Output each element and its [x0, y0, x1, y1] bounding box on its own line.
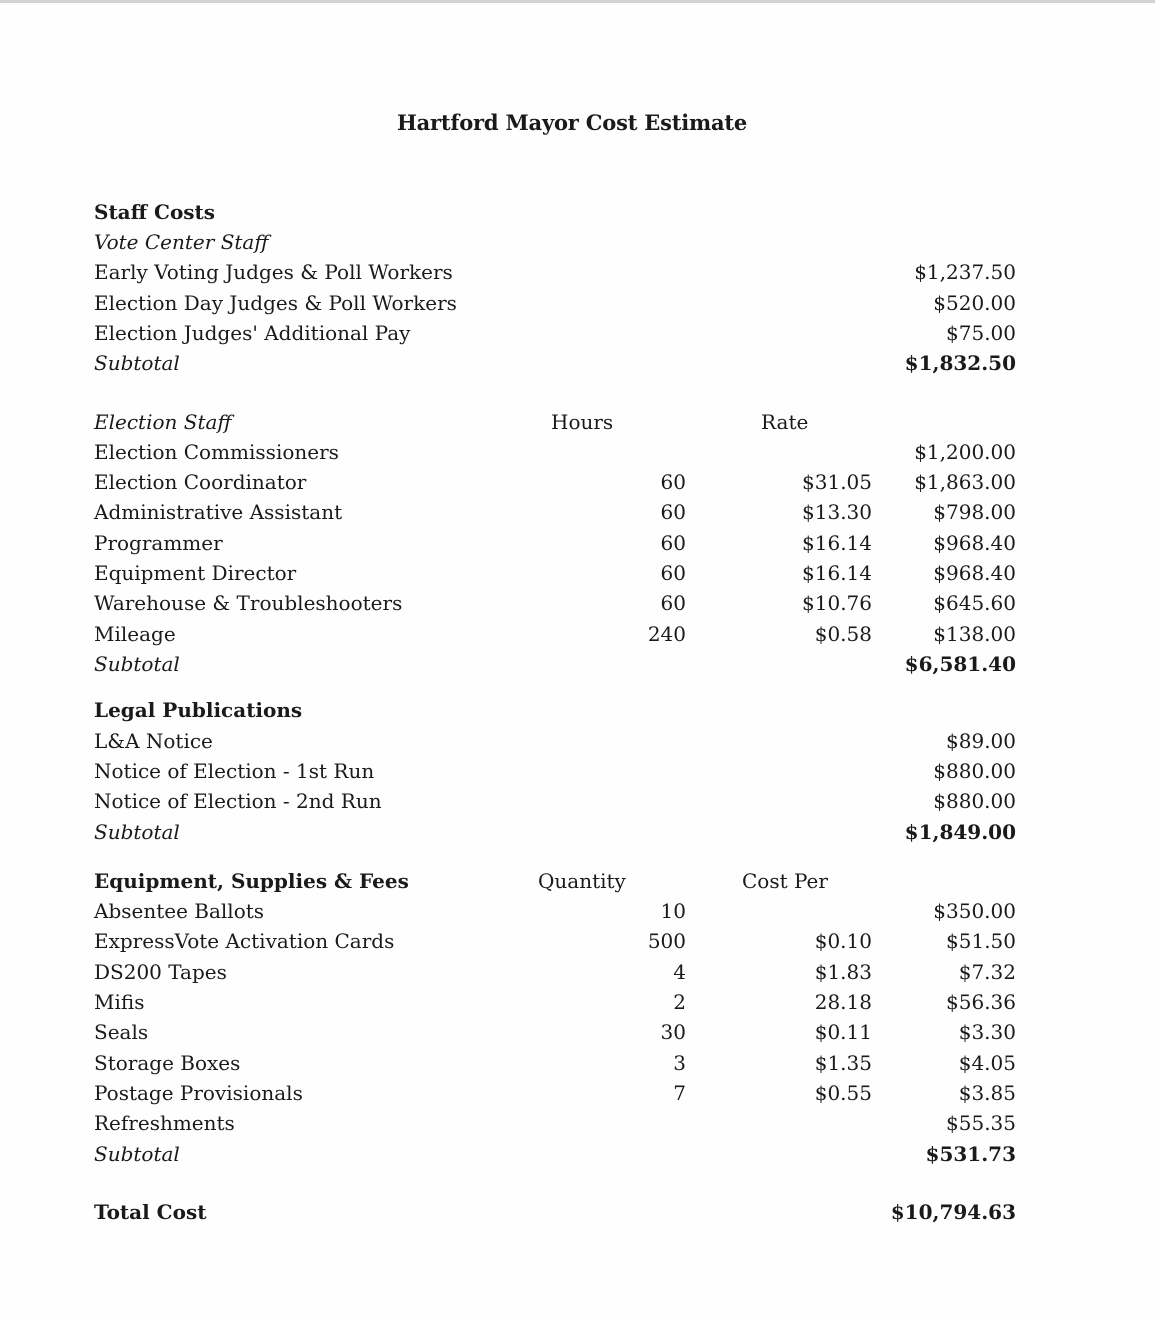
row-label: Administrative Assistant	[94, 500, 343, 524]
row-label: Election Day Judges & Poll Workers	[94, 291, 457, 315]
subtotal-label: Subtotal	[94, 652, 180, 676]
row-total: $7.32	[958, 960, 1016, 984]
subtotal-label: Subtotal	[94, 1142, 180, 1166]
subsection-title: Election Staff	[94, 410, 232, 434]
row-quantity: 30	[660, 1020, 686, 1044]
row-total: $51.50	[946, 929, 1016, 953]
row-total: $645.60	[933, 591, 1016, 615]
row-quantity: 3	[673, 1051, 686, 1075]
row-total: $880.00	[933, 759, 1016, 783]
row-label: Programmer	[94, 531, 223, 555]
subtotal-label: Subtotal	[94, 351, 180, 375]
row-total: $75.00	[946, 321, 1016, 345]
row-total: $3.85	[958, 1081, 1016, 1105]
row-rate: $16.14	[802, 561, 872, 585]
table-row	[0, 291, 1155, 321]
row-rate: $16.14	[802, 531, 872, 555]
table-row	[0, 591, 1155, 621]
table-row	[0, 561, 1155, 591]
row-rate: $0.58	[814, 622, 872, 646]
row-total: $350.00	[933, 899, 1016, 923]
row-quantity: 2	[673, 990, 686, 1014]
section-staff-costs-header	[0, 200, 1155, 230]
row-cost-per: $1.83	[814, 960, 872, 984]
table-row	[0, 1051, 1155, 1081]
row-label: Equipment Director	[94, 561, 297, 585]
row-cost-per: $0.55	[814, 1081, 872, 1105]
section-election-staff-header	[0, 410, 1155, 440]
row-total: $55.35	[946, 1111, 1016, 1135]
table-row	[0, 1020, 1155, 1050]
table-row	[0, 622, 1155, 652]
section-title: Equipment, Supplies & Fees	[94, 869, 409, 893]
row-total: $89.00	[946, 729, 1016, 753]
row-hours: 60	[660, 531, 686, 555]
table-row	[0, 960, 1155, 990]
row-hours: 240	[647, 622, 686, 646]
subtotal-row	[0, 652, 1155, 682]
subtotal-row	[0, 1142, 1155, 1172]
row-label: Postage Provisionals	[94, 1081, 303, 1105]
row-label: DS200 Tapes	[94, 960, 227, 984]
table-row	[0, 531, 1155, 561]
row-rate: $13.30	[802, 500, 872, 524]
row-quantity: 500	[647, 929, 686, 953]
row-total: $138.00	[933, 622, 1016, 646]
column-header-hours: Hours	[551, 410, 614, 434]
subtotal-row	[0, 351, 1155, 381]
row-total: $880.00	[933, 789, 1016, 813]
top-border	[0, 0, 1155, 3]
section-title: Legal Publications	[94, 698, 303, 722]
row-quantity: 7	[673, 1081, 686, 1105]
table-row	[0, 1111, 1155, 1141]
row-label: Early Voting Judges & Poll Workers	[94, 260, 453, 284]
row-label: Election Commissioners	[94, 440, 339, 464]
row-cost-per: $0.10	[814, 929, 872, 953]
row-label: Notice of Election - 2nd Run	[94, 789, 382, 813]
subtotal-row	[0, 820, 1155, 850]
subtotal-label: Subtotal	[94, 820, 180, 844]
row-total: $798.00	[933, 500, 1016, 524]
table-row	[0, 260, 1155, 290]
row-label: Seals	[94, 1020, 149, 1044]
column-header-quantity: Quantity	[538, 869, 626, 893]
row-label: ExpressVote Activation Cards	[94, 929, 395, 953]
row-label: Storage Boxes	[94, 1051, 241, 1075]
table-row	[0, 990, 1155, 1020]
column-header-rate: Rate	[761, 410, 809, 434]
row-label: Election Coordinator	[94, 470, 307, 494]
row-total: $968.40	[933, 561, 1016, 585]
subtotal-value: $1,849.00	[904, 820, 1016, 844]
table-row	[0, 440, 1155, 470]
row-total: $56.36	[946, 990, 1016, 1014]
row-cost-per: 28.18	[814, 990, 872, 1014]
row-cost-per: $1.35	[814, 1051, 872, 1075]
section-equipment-header	[0, 869, 1155, 899]
total-label: Total Cost	[94, 1200, 207, 1224]
subtotal-value: $531.73	[925, 1142, 1016, 1166]
row-total: $968.40	[933, 531, 1016, 555]
row-hours: 60	[660, 470, 686, 494]
row-hours: 60	[660, 500, 686, 524]
row-quantity: 10	[660, 899, 686, 923]
subsection-title: Vote Center Staff	[94, 230, 269, 254]
table-row	[0, 929, 1155, 959]
row-hours: 60	[660, 561, 686, 585]
row-total: $1,863.00	[914, 470, 1016, 494]
subtotal-value: $1,832.50	[904, 351, 1016, 375]
row-label: Absentee Ballots	[94, 899, 265, 923]
table-row	[0, 470, 1155, 500]
row-label: Refreshments	[94, 1111, 235, 1135]
subsection-header	[0, 230, 1155, 260]
row-hours: 60	[660, 591, 686, 615]
total-value: $10,794.63	[890, 1200, 1016, 1224]
row-total: $1,200.00	[914, 440, 1016, 464]
row-label: Mifis	[94, 990, 145, 1014]
row-total: $3.30	[958, 1020, 1016, 1044]
section-legal-publications-header	[0, 698, 1155, 728]
row-total: $1,237.50	[914, 260, 1016, 284]
row-cost-per: $0.11	[814, 1020, 872, 1044]
table-row	[0, 789, 1155, 819]
table-row	[0, 899, 1155, 929]
row-label: Warehouse & Troubleshooters	[94, 591, 403, 615]
row-quantity: 4	[673, 960, 686, 984]
table-row	[0, 729, 1155, 759]
row-label: L&A Notice	[94, 729, 213, 753]
column-header-cost-per: Cost Per	[742, 869, 828, 893]
table-row	[0, 500, 1155, 530]
section-title: Staff Costs	[94, 200, 216, 224]
row-label: Notice of Election - 1st Run	[94, 759, 375, 783]
row-total: $520.00	[933, 291, 1016, 315]
row-rate: $31.05	[802, 470, 872, 494]
table-row	[0, 321, 1155, 351]
row-rate: $10.76	[802, 591, 872, 615]
row-total: $4.05	[958, 1051, 1016, 1075]
document-title: Hartford Mayor Cost Estimate	[397, 110, 748, 135]
total-row	[0, 1200, 1155, 1230]
table-row	[0, 759, 1155, 789]
table-row	[0, 1081, 1155, 1111]
subtotal-value: $6,581.40	[904, 652, 1016, 676]
row-label: Mileage	[94, 622, 176, 646]
row-label: Election Judges' Additional Pay	[94, 321, 411, 345]
